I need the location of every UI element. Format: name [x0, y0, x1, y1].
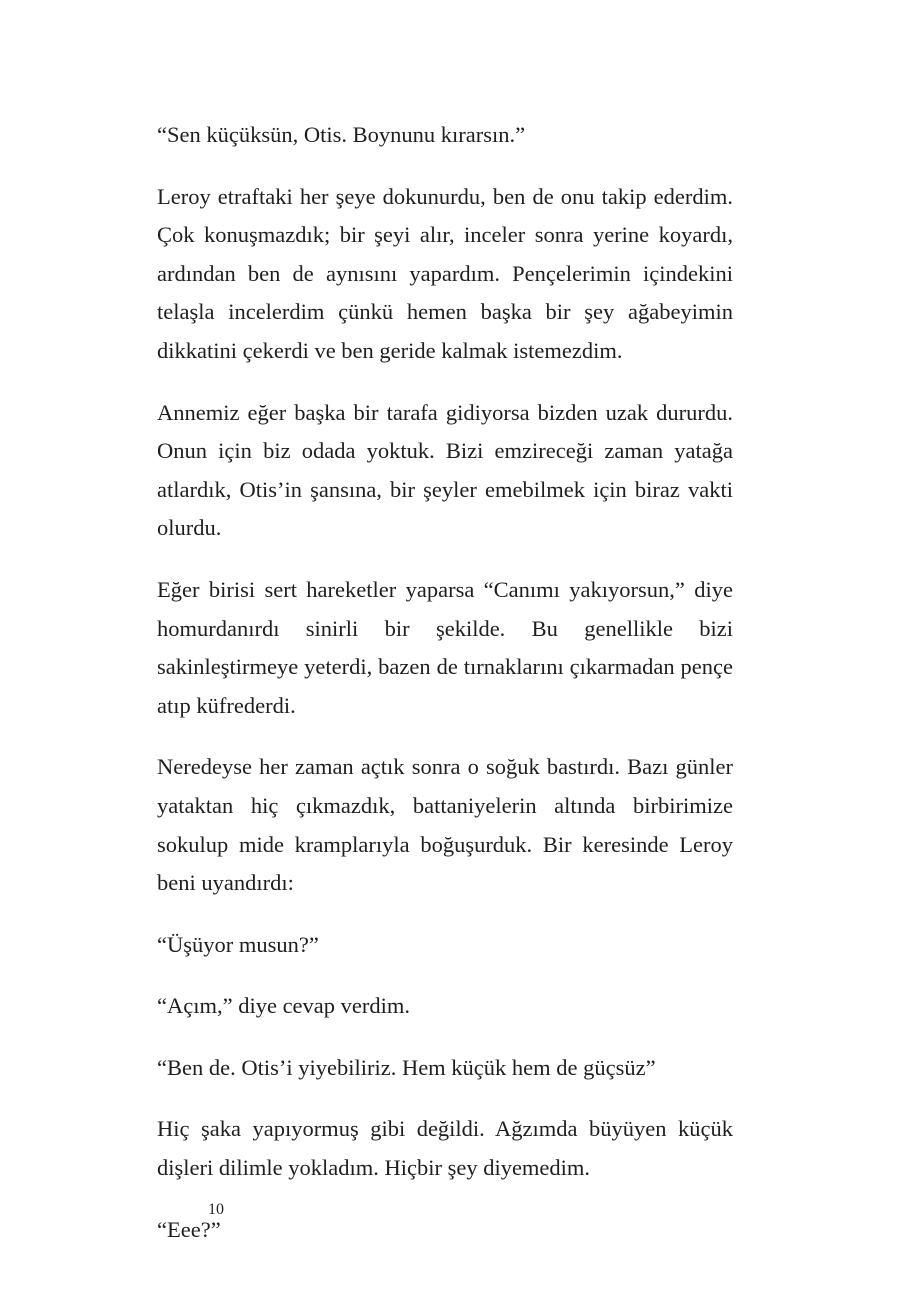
paragraph-2: Leroy etraftaki her şeye dokunurdu, ben de onu takip ederdim. Çok konuşmazdık; bir şeyi alır, inceler sonra yerine koyardı, ardından ben de aynısını yapardım. Pençelerimin içindekini telaşla incelerdim çünkü hemen başka bir şey ağabeyimin dikkatini çekerdi ve ben geride kalmak istemezdim.: [157, 183, 733, 363]
paragraph-7: “Açım,” diye cevap verdim.: [157, 993, 411, 1019]
paragraph-4: Eğer birisi sert hareketler yaparsa “Canımı yakıyorsun,” diye homurdanırdı sinirli bir şekilde. Bu genellikle bizi sakinleştirmeye yeterdi, bazen de tırnaklarını çıkarmadan pençe atıp küfrederdi.: [157, 576, 733, 718]
paragraph-1: “Sen küçüksün, Otis. Boynunu kırarsın.”: [157, 122, 526, 147]
page-number: 10: [208, 1201, 224, 1218]
paragraph-6: “Üşüyor musun?”: [157, 931, 319, 957]
paragraph-8: “Ben de. Otis’i yiyebiliriz. Hem küçük hem de güçsüz”: [157, 1054, 656, 1080]
paragraph-3: Annemiz eğer başka bir tarafa gidiyorsa bizden uzak dururdu. Onun için biz odada yoktuk. Bizi emzireceği zaman yatağa atlardık, Otis’in şansına, bir şeyler emebilmek için biraz vakti olurdu.: [157, 399, 733, 541]
body-text: [157, 116, 733, 1272]
paragraph-9: Hiç şaka yapıyormuş gibi değildi. Ağzımda büyüyen küçük dişleri dilimle yokladım. Hiçbir şey diyemedim.: [157, 1116, 733, 1181]
paragraph-5: Neredeyse her zaman açtık sonra o soğuk bastırdı. Bazı günler yataktan hiç çıkmazdık, battaniyelerin altında birbirimize sokulup mide kramplarıyla boğuşurduk. Bir keresinde Leroy beni uyandırdı:: [157, 754, 733, 896]
paragraph-10: “Eee?”: [157, 1216, 221, 1242]
